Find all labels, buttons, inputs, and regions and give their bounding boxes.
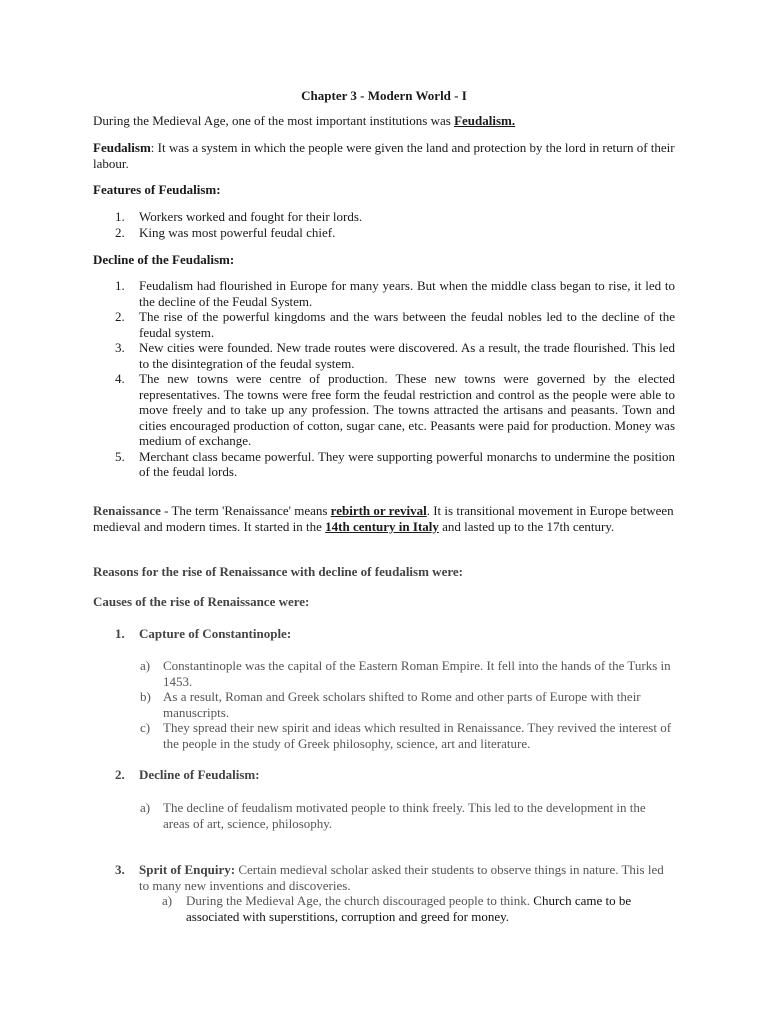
- list-marker: b): [140, 689, 151, 704]
- list-item-text: King was most powerful feudal chief.: [139, 224, 336, 240]
- cause-2-list: [93, 800, 675, 831]
- list-item: [93, 309, 675, 340]
- cause-marker: 2.: [115, 767, 125, 782]
- intro-paragraph: [93, 113, 675, 129]
- list-item: [93, 371, 675, 449]
- intro-emphasis: Feudalism.: [454, 113, 516, 128]
- list-item-text: New cities were founded. New trade routes were discovered. As a result, the trade flourished. This led to the disintegration of the feudal system.: [139, 340, 675, 371]
- list-item: [93, 689, 675, 720]
- causes-heading: Causes of the rise of Renaissance were:: [93, 594, 310, 609]
- cause-3: [93, 862, 675, 924]
- definition-term: Feudalism: [93, 140, 151, 155]
- list-marker: a): [162, 893, 173, 908]
- reasons-heading: Reasons for the rise of Renaissance with decline of feudalism were:: [93, 564, 463, 579]
- list-item-text: Merchant class became powerful. They were supporting powerful monarchs to undermine the position of the feudal lords.: [139, 448, 675, 479]
- list-marker: 1.: [115, 209, 125, 224]
- list-item: [93, 800, 675, 831]
- cause-marker: 3.: [115, 862, 125, 877]
- renaissance-text-3: and lasted up to the 17th century.: [438, 518, 615, 534]
- list-marker: 4.: [115, 371, 125, 386]
- renaissance-emphasis-1: rebirth or revival: [330, 503, 427, 518]
- list-marker: 2.: [115, 224, 125, 240]
- list-item: [93, 893, 675, 924]
- list-item: [93, 658, 675, 689]
- feudalism-definition: [93, 140, 675, 171]
- page-title: Chapter 3 - Modern World - I: [301, 88, 467, 103]
- cause-1: [93, 626, 675, 642]
- list-marker: a): [140, 800, 151, 815]
- list-item-text: As a result, Roman and Greek scholars shifted to Rome and other parts of Europe with their manuscripts.: [163, 689, 641, 720]
- list-item: [93, 225, 675, 241]
- list-marker: 5.: [115, 448, 125, 464]
- list-marker: c): [140, 720, 151, 735]
- cause-1-list: [93, 658, 675, 751]
- cause-heading: [93, 626, 675, 642]
- renaissance-text-1: - The term 'Renaissance' means: [160, 503, 331, 518]
- cause-heading-text: Sprit of Enquiry:: [139, 862, 236, 877]
- cause-text: Certain medieval scholar asked their students to observe things in nature. This led to many new inventions and discoveries.: [139, 862, 664, 893]
- list-item: [93, 278, 675, 309]
- list-item-text-dark: Church came to be associated with superstitions, corruption and greed for money.: [186, 893, 632, 924]
- decline-list: [93, 278, 675, 480]
- list-marker: 2.: [115, 309, 125, 324]
- features-list: [93, 209, 675, 240]
- list-item: [93, 449, 675, 480]
- renaissance-term: Renaissance: [93, 503, 161, 518]
- list-item-text: The rise of the powerful kingdoms and the wars between the feudal nobles led to the decline of the feudal system.: [139, 309, 675, 340]
- renaissance-text-2: . It is transitional movement in Europe between medieval and modern times. It started in the: [93, 503, 674, 534]
- list-item-text: Workers worked and fought for their lords.: [139, 209, 363, 224]
- list-marker: 3.: [115, 340, 125, 355]
- decline-heading: Decline of the Feudalism:: [93, 252, 235, 267]
- list-item-text: The new towns were centre of production. These new towns were governed by the elected representatives. The towns were free form the feudal restriction and control as the people were able to move freely and to take up any profession. The towns attracted the artisans and peasants. Town and cities encouraged production of cotton, sugar cane, etc. Peasants were paid for production. Money was medium of exchange.: [139, 371, 675, 448]
- list-item: [93, 720, 675, 751]
- list-item-text: Constantinople was the capital of the Eastern Roman Empire. It fell into the hands of the Turks in 1453.: [163, 658, 671, 689]
- renaissance-paragraph: [93, 503, 675, 534]
- cause-heading-text: Capture of Constantinople:: [139, 626, 292, 641]
- list-item-text: They spread their new spirit and ideas which resulted in Renaissance. They revived the interest of the people in the study of Greek philosophy, science, art and literature.: [163, 720, 672, 751]
- list-item: [93, 340, 675, 371]
- features-heading: Features of Feudalism:: [93, 182, 221, 197]
- list-item-text: The decline of feudalism motivated people to think freely. This led to the development in the areas of art, science, philosophy.: [163, 800, 646, 831]
- list-item-text: Feudalism had flourished in Europe for many years. But when the middle class began to rise, it led to the decline of the Feudal System.: [139, 278, 675, 309]
- list-marker: 1.: [115, 278, 125, 293]
- list-marker: a): [140, 658, 151, 673]
- intro-text: During the Medieval Age, one of the most important institutions was: [93, 113, 455, 128]
- definition-text: : It was a system in which the people were given the land and protection by the lord in return of their labour.: [93, 140, 675, 171]
- cause-heading: [93, 862, 675, 893]
- list-item: [93, 209, 675, 225]
- renaissance-emphasis-2: 14th century in Italy: [325, 518, 439, 534]
- cause-2: [93, 767, 675, 783]
- cause-marker: 1.: [115, 626, 125, 641]
- cause-heading-text: Decline of Feudalism:: [139, 767, 260, 782]
- cause-heading: [93, 767, 675, 783]
- list-item-text: During the Medieval Age, the church discouraged people to think.: [186, 893, 534, 908]
